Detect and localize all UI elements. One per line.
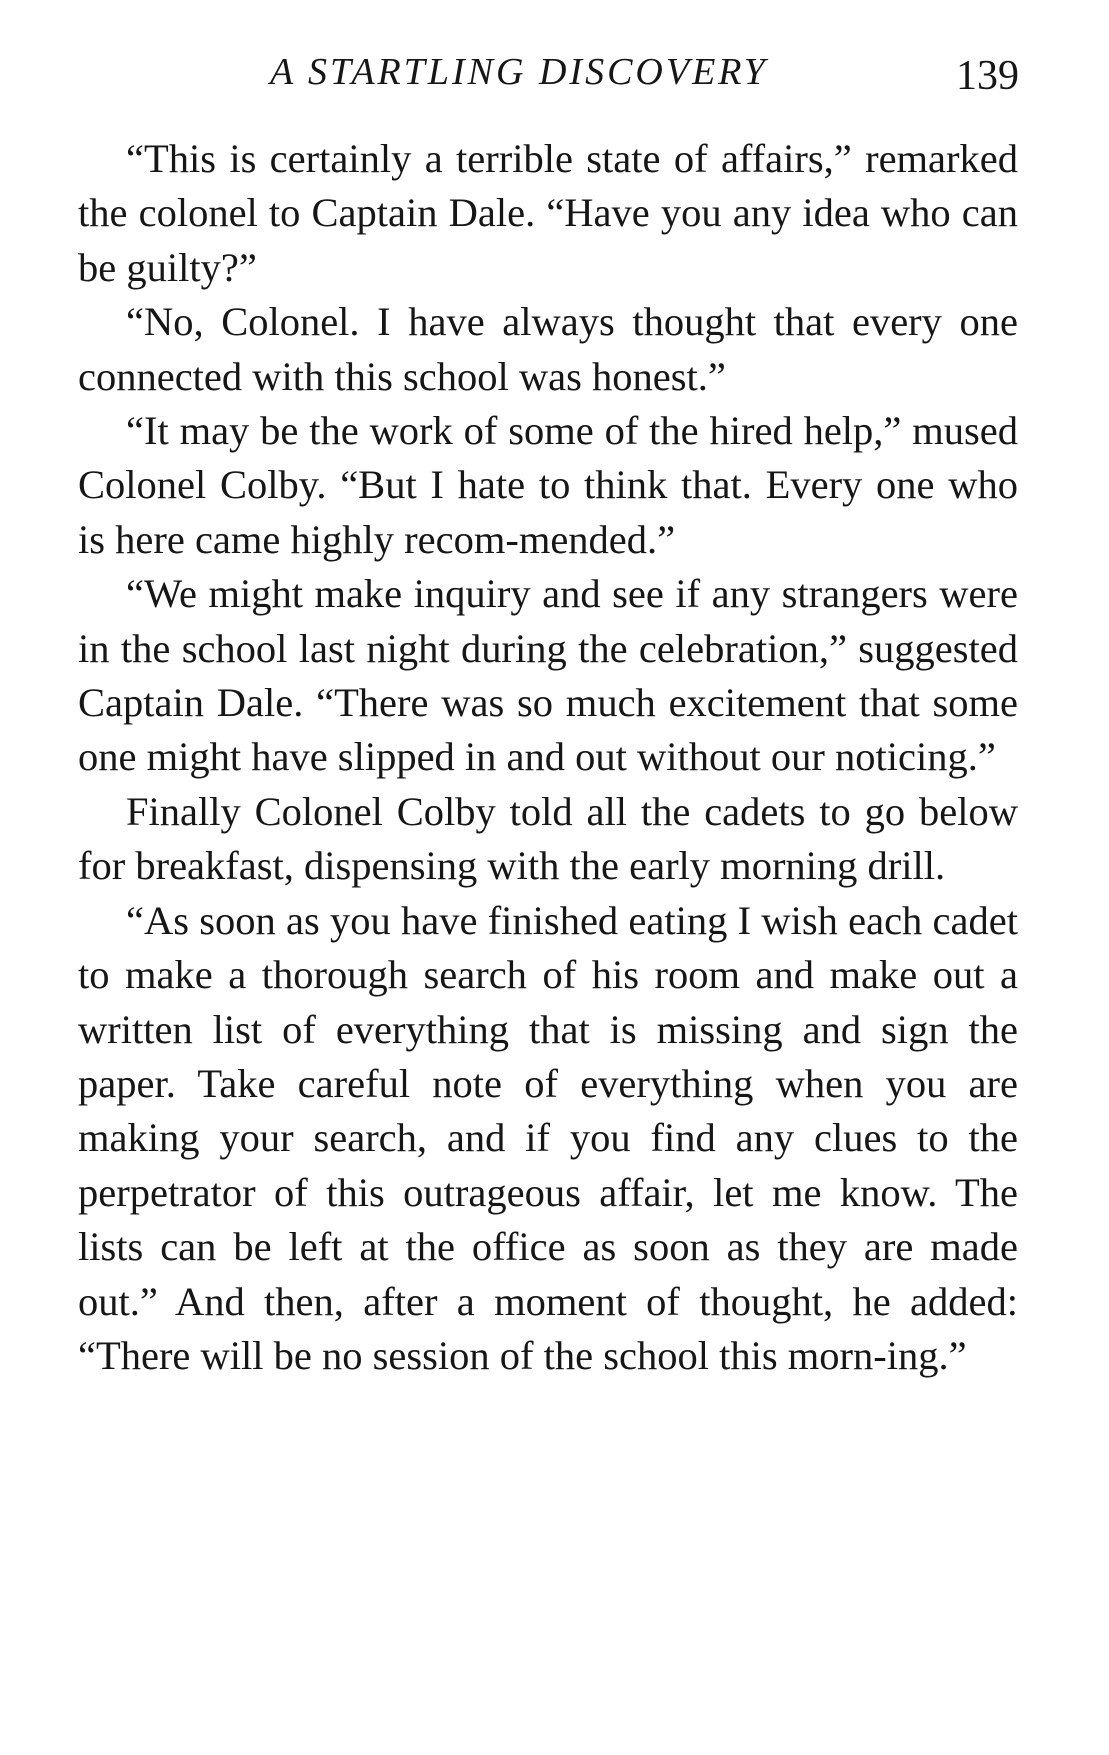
page-number: 139	[956, 53, 1019, 99]
paragraph: Finally Colonel Colby told all the cadets to go below for breakfast, dispensing with the early morning drill.	[78, 788, 1018, 889]
paragraph: “We might make inquiry and see if any strangers were in the school last night during the celebration,” suggested Captain Dale. “There was so much excitement that some one might have slipped in and out without our noticing.”	[78, 571, 1018, 780]
body-text	[78, 132, 1018, 1383]
running-title: A STARTLING DISCOVERY	[270, 51, 768, 93]
paragraph: “It may be the work of some of the hired help,” mused Colonel Colby. “But I hate to think that. Every one who is here came highly recom-mended.”	[78, 408, 1018, 562]
paragraph: “This is certainly a terrible state of affairs,” remarked the colonel to Captain Dale. “Have you any idea who can be guilty?”	[78, 136, 1018, 290]
paragraph: “As soon as you have finished eating I wish each cadet to make a thorough search of his room and make out a written list of everything that is missing and sign the paper. Take careful note of everything when you are making your search, and if you find any clues to the perpetrator of this outrageous affair, let me know. The lists can be left at the office as soon as they are made out.” And then, after a moment of thought, he added: “There will be no session of the school this morn-ing.”	[78, 897, 1018, 1378]
paragraph: “No, Colonel. I have always thought that every one connected with this school was honest.”	[78, 299, 1018, 399]
running-head	[0, 42, 1109, 102]
